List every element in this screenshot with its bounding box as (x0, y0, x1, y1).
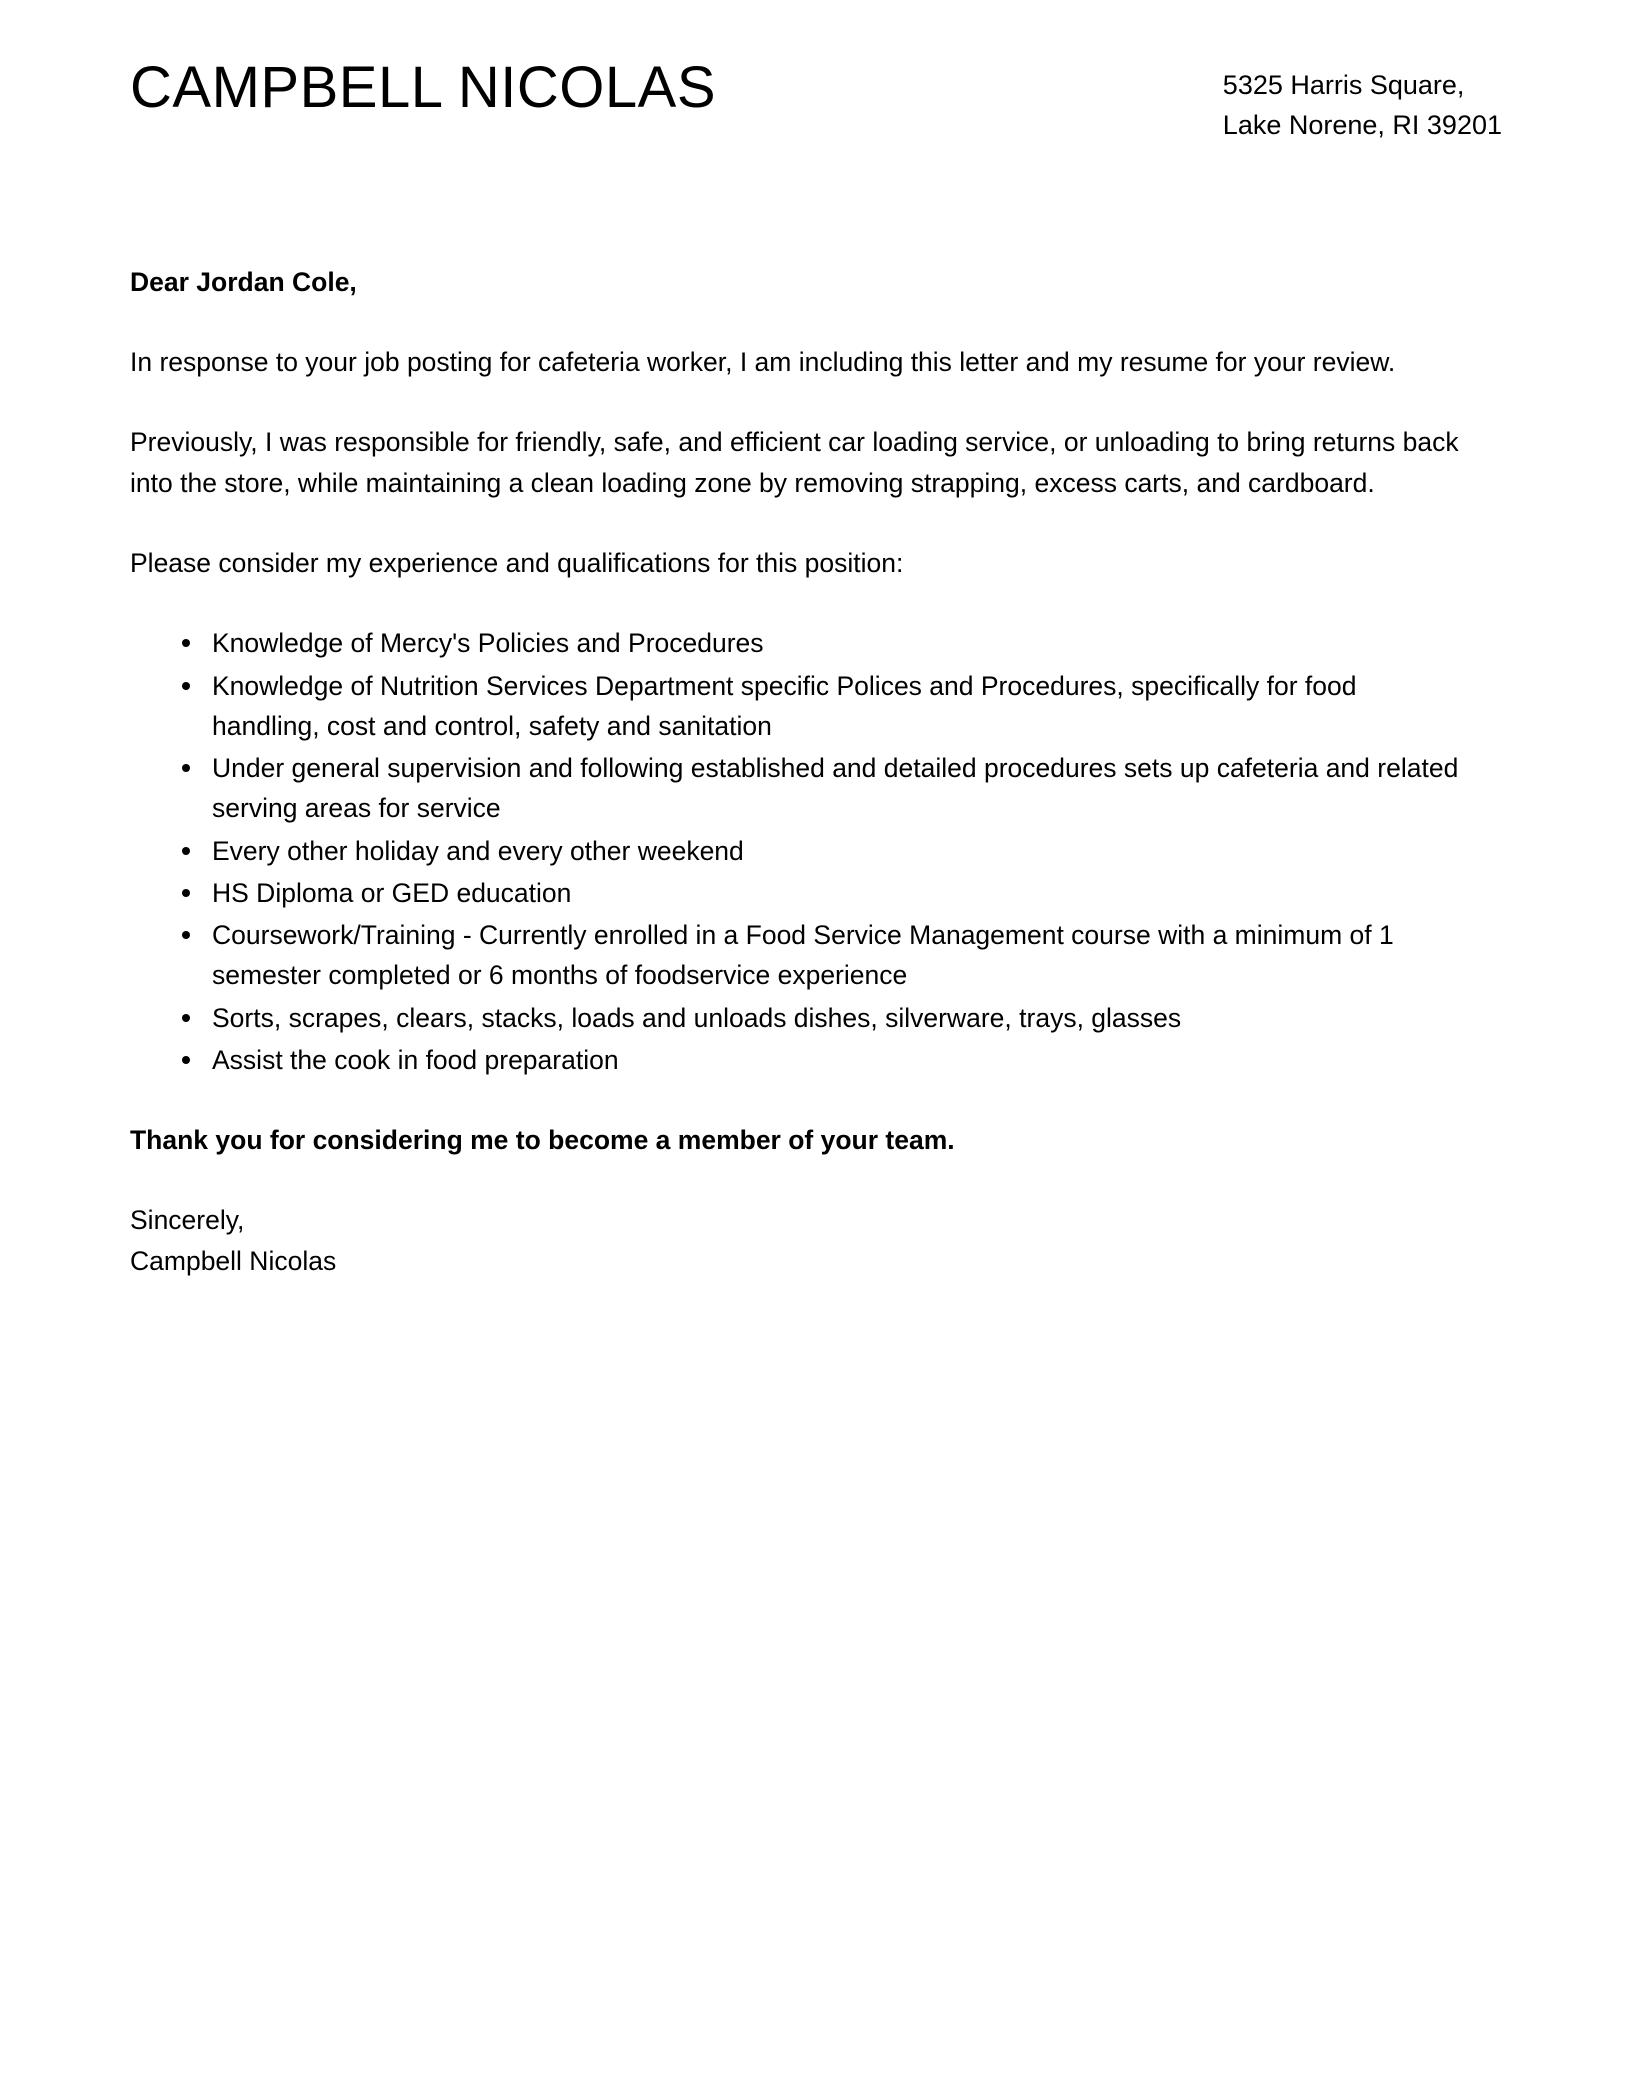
letter-sheet (130, 0, 1502, 1281)
qualifications-list (130, 623, 1470, 1080)
signature-name: Campbell Nicolas (130, 1245, 337, 1276)
list-item: Sorts, scrapes, clears, stacks, loads and unloads dishes, silverware, trays, glasses (176, 998, 1470, 1038)
page-title: CAMPBELL NICOLAS (130, 55, 717, 120)
list-item: Knowledge of Mercy's Policies and Procedures (176, 623, 1470, 663)
letter-body (130, 262, 1502, 1281)
list-item: Every other holiday and every other weekend (176, 831, 1470, 871)
body-paragraph-3: Please consider my experience and qualifications for this position: (130, 547, 904, 578)
list-item: Assist the cook in food preparation (176, 1040, 1470, 1080)
closing-thanks: Thank you for considering me to become a member of your team. (130, 1125, 955, 1156)
signature-block (130, 1200, 1502, 1281)
closing-word: Sincerely, (130, 1205, 245, 1236)
salutation: Dear Jordan Cole, (130, 266, 357, 297)
address-line-1: 5325 Harris Square, (1222, 70, 1465, 100)
body-paragraph-2: Previously, I was responsible for friendly, safe, and efficient car loading service, or unloading to bring returns back into the store, while maintaining a clean loading zone by removing strapping, excess carts, and cardboard. (130, 427, 1459, 498)
list-item: Knowledge of Nutrition Services Department specific Polices and Procedures, specifically for food handling, cost and control, safety and sanitation (176, 666, 1470, 747)
address-line-2: Lake Norene, RI 39201 (1222, 109, 1502, 140)
list-item: HS Diploma or GED education (176, 873, 1470, 913)
letterhead (130, 0, 1502, 146)
list-item: Under general supervision and following established and detailed procedures sets up cafeteria and related serving areas for service (176, 748, 1470, 829)
sender-address (1223, 56, 1502, 146)
body-paragraph-1: In response to your job posting for cafeteria worker, I am including this letter and my resume for your review. (130, 347, 1396, 378)
list-item: Coursework/Training - Currently enrolled in a Food Service Management course with a minimum of 1 semester completed or 6 months of foodservice experience (176, 915, 1470, 996)
